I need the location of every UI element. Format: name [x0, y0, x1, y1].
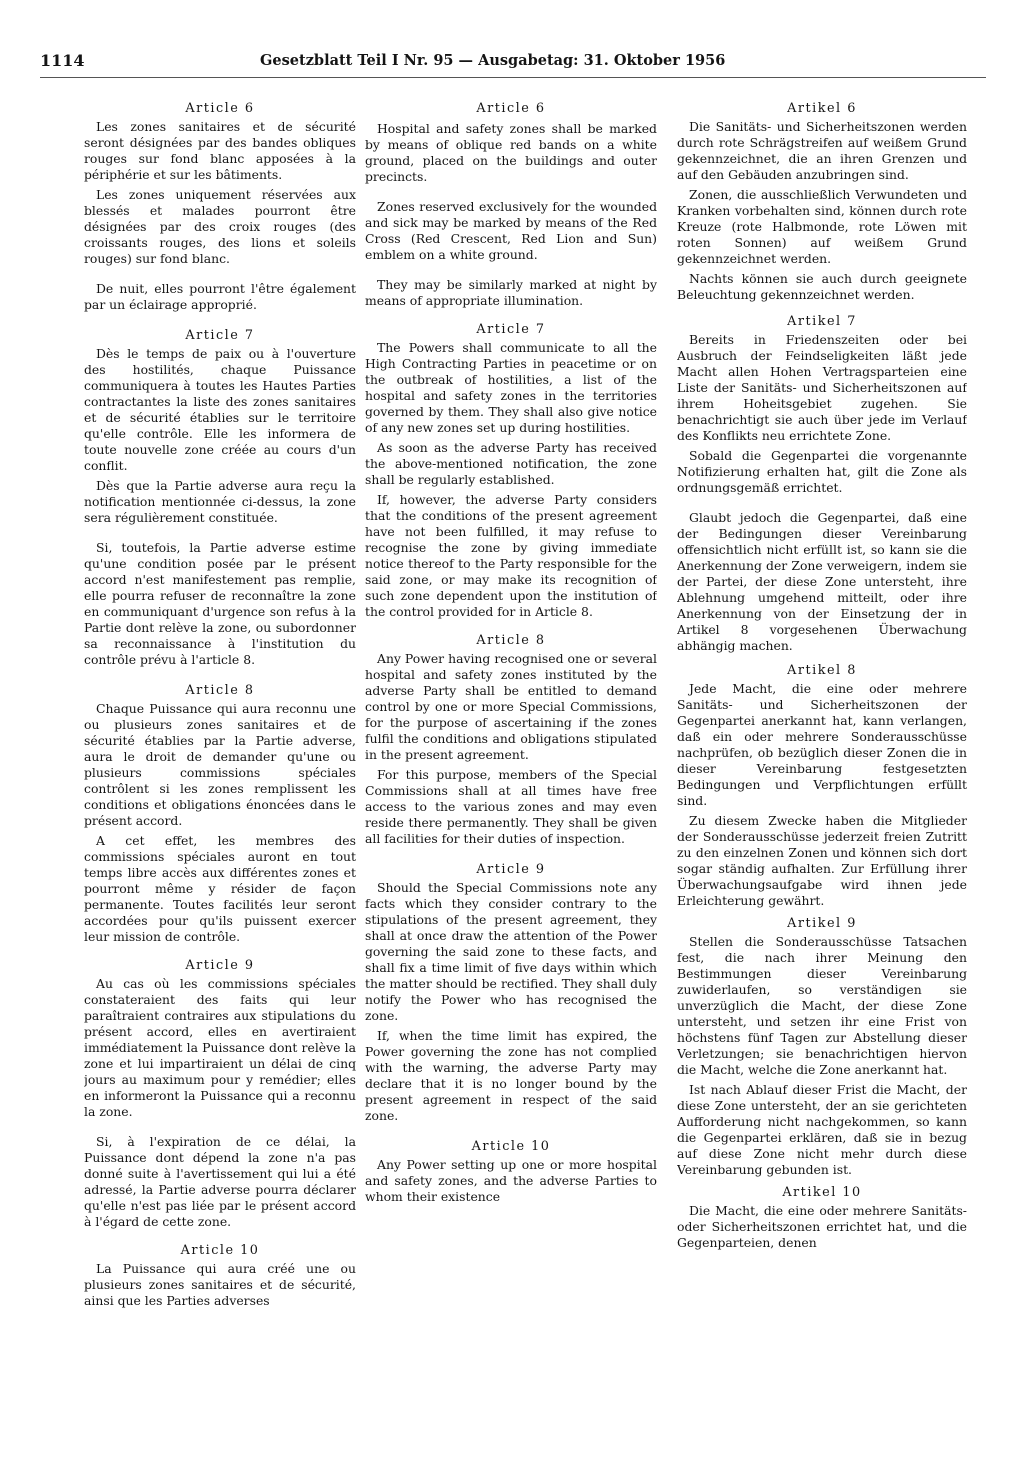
paragraph: They may be similarly marked at night by means of appropriate illumination. [365, 277, 657, 308]
paragraph: Stellen die Sonderausschüsse Tatsachen fest, die nach ihrer Meinung den Bestimmungen dieser Vereinbarung zuwiderlaufen, so verständigen sie unverzüglich die Macht, der diese Zone untersteht, und setzen ihr eine Frist von höchstens fünf Tagen zur Abstellung dieser Verletzungen; sie benachrichtigen hiervon die Macht, welche die Zone anerkannt hat. [677, 934, 967, 1077]
article-heading: Article 7 [476, 322, 546, 337]
paragraph: Nachts können sie auch durch geeignete Beleuchtung gekennzeichnet werden. [677, 271, 967, 302]
german-text-column [677, 100, 967, 1435]
paragraph: La Puissance qui aura créé une ou plusieurs zones sanitaires et de sécurité, ainsi que les Parties adverses [84, 1261, 356, 1308]
paragraph: De nuit, elles pourront l'être également par un éclairage approprié. [84, 281, 356, 312]
paragraph: Zones reserved exclusively for the wounded and sick may be marked by means of the Red Cross (Red Crescent, Red Lion and Sun) emblem on a white ground. [365, 199, 657, 262]
article-heading: Artikel 6 [787, 101, 857, 116]
paragraph: Sobald die Gegenpartei die vorgenannte Notifizierung erhalten hat, gilt die Zone als ordnungsgemäß errichtet. [677, 448, 967, 495]
french-text-column [84, 100, 356, 1435]
article-heading: Article 10 [180, 1243, 260, 1258]
paragraph: Jede Macht, die eine oder mehrere Sanitäts- und Sicherheitszonen der Gegenpartei anerkannt hat, kann verlangen, daß ein oder mehrere Sonderausschüsse nachprüfen, ob bezüglich dieser Zonen die in dieser Vereinbarung festgesetzten Bedingungen und Verpflichtungen erfüllt sind. [677, 681, 967, 808]
paragraph: If, however, the adverse Party considers that the conditions of the present agreement have not been fulfilled, it may refuse to recognise the zone by giving immediate notice thereof to the Party responsible for the said zone, or may make its recognition of such zone dependent upon the institution of the control provided for in Article 8. [365, 492, 657, 619]
paragraph: Any Power setting up one or more hospital and safety zones, and the adverse Parties to whom their existence [365, 1157, 657, 1204]
paragraph: Zonen, die ausschließlich Verwundeten und Kranken vorbehalten sind, können durch rote Kreuze (rote Halbmonde, rote Löwen mit roten Sonnen) auf weißem Grund gekennzeichnet werden. [677, 187, 967, 266]
paragraph: Any Power having recognised one or several hospital and safety zones instituted by the adverse Party shall be entitled to demand control by one or more Special Commissions, for the purpose of ascertaining if the zones fulfil the conditions and obligations stipulated in the present agreement. [365, 651, 657, 762]
paragraph: If, when the time limit has expired, the Power governing the zone has not complied with the warning, the adverse Party may declare that it is no longer bound by the present agreement in respect of the said zone. [365, 1028, 657, 1123]
paragraph: Hospital and safety zones shall be marked by means of oblique red bands on a white ground, placed on the buildings and outer precincts. [365, 121, 657, 184]
article-heading: Artikel 8 [787, 663, 857, 678]
paragraph: The Powers shall communicate to all the High Contracting Parties in peacetime or on the outbreak of hostilities, a list of the hospital and safety zones in the territories governed by them. They shall also give notice of any new zones set up during hostilities. [365, 340, 657, 435]
page-number: 1114 [40, 51, 85, 70]
paragraph: Dès le temps de paix ou à l'ouverture des hostilités, chaque Puissance communiquera à toutes les Hautes Parties contractantes la liste des zones sanitaires et de sécurité établies sur le territoire qu'elle contrôle. Elle les informera de toute nouvelle zone créée au cours d'un conflit. [84, 346, 356, 473]
english-text-column [365, 100, 657, 1435]
article-heading: Article 6 [185, 101, 255, 116]
paragraph: Si, toutefois, la Partie adverse estime qu'une condition posée par le présent accord n'est manifestement pas remplie, elle pourra refuser de reconnaître la zone en communiquant d'urgence son refus à la Partie dont relève la zone, ou subordonner sa reconnaissance à l'institution du contrôle prévu à l'article 8. [84, 540, 356, 667]
article-heading: Article 10 [471, 1139, 551, 1154]
article-heading: Article 9 [476, 862, 546, 877]
article-heading: Artikel 10 [782, 1185, 862, 1200]
paragraph: Chaque Puissance qui aura reconnu une ou plusieurs zones sanitaires et de sécurité établies par la Partie adverse, aura le droit de demander qu'une ou plusieurs commissions spéciales contrôlent si les zones remplissent les conditions et obligations énoncées dans le présent accord. [84, 701, 356, 828]
paragraph: Au cas où les commissions spéciales constateraient des faits qui leur paraîtraient contraires aux stipulations du présent accord, elles en avertiraient immédiatement la Puissance dont relève la zone et lui impartiraient un délai de cinq jours au maximum pour y remédier; elles en informeront la Puissance qui a reconnu la zone. [84, 976, 356, 1119]
gazette-title: Gesetzblatt Teil I Nr. 95 — Ausgabetag: 31. Oktober 1956 [260, 52, 726, 69]
article-heading: Artikel 7 [787, 314, 857, 329]
paragraph: Glaubt jedoch die Gegenpartei, daß eine der Bedingungen dieser Vereinbarung offensichtlich nicht erfüllt ist, so kann sie die Anerkennung der Zone verweigern, indem sie der Partei, der diese Zone untersteht, ihre Ablehnung umgehend mitteilt, oder ihre Anerkennung von der Einsetzung der in Artikel 8 vorgesehenen Überwachung abhängig machen. [677, 510, 967, 653]
article-heading: Artikel 9 [787, 916, 857, 931]
paragraph: For this purpose, members of the Special Commissions shall at all times have free access to the various zones and may even reside there permanently. They shall be given all facilities for their duties of inspection. [365, 767, 657, 846]
article-heading: Article 6 [476, 101, 546, 116]
article-heading: Article 8 [476, 633, 546, 648]
paragraph: Les zones sanitaires et de sécurité seront désignées par des bandes obliques rouges sur fond blanc apposées à la périphérie et sur les bâtiments. [84, 119, 356, 182]
paragraph: Die Sanitäts- und Sicherheitszonen werden durch rote Schrägstreifen auf weißem Grund gekennzeichnet, die an ihren Grenzen und auf den Gebäuden anzubringen sind. [677, 119, 967, 182]
paragraph: A cet effet, les membres des commissions spéciales auront en tout temps libre accès aux différentes zones et pourront même y résider de façon permanente. Toutes facilités leur seront accordées pour qu'ils puissent exercer leur mission de contrôle. [84, 833, 356, 944]
paragraph: Should the Special Commissions note any facts which they consider contrary to the stipulations of the present agreement, they shall at once draw the attention of the Power governing the said zone to these facts, and shall fix a time limit of five days within which the matter should be rectified. They shall duly notify the Power who has recognised the zone. [365, 880, 657, 1023]
paragraph: As soon as the adverse Party has received the above-mentioned notification, the zone shall be regularly established. [365, 440, 657, 487]
paragraph: Ist nach Ablauf dieser Frist die Macht, der diese Zone untersteht, der an sie gerichteten Aufforderung nicht nachgekommen, so kann die Gegenpartei erklären, daß sie in bezug auf diese Zone nicht mehr durch diese Vereinbarung gebunden ist. [677, 1082, 967, 1177]
paragraph: Zu diesem Zwecke haben die Mitglieder der Sonderausschüsse jederzeit freien Zutritt zu den einzelnen Zonen und können sich dort sogar ständig aufhalten. Zur Erfüllung ihrer Überwachungsaufgabe wird ihnen jede Erleichterung gewährt. [677, 813, 967, 908]
paragraph: Bereits in Friedenszeiten oder bei Ausbruch der Feindseligkeiten läßt jede Macht allen Hohen Vertragsparteien eine Liste der Sanitäts- und Sicherheitszonen auf ihrem Hoheitsgebiet zugehen. Sie benachrichtigt sie auch über jede im Verlauf des Konflikts neu errichtete Zone. [677, 332, 967, 443]
paragraph: Si, à l'expiration de ce délai, la Puissance dont dépend la zone n'a pas donné suite à l'avertissement qui lui a été adressé, la Partie adverse pourra déclarer qu'elle n'est pas liée par le présent accord à l'égard de cette zone. [84, 1134, 356, 1229]
paragraph: Les zones uniquement réservées aux blessés et malades pourront être désignées par des croix rouges (des croissants rouges, des lions et soleils rouges) sur fond blanc. [84, 187, 356, 266]
paragraph: Die Macht, die eine oder mehrere Sanitäts- oder Sicherheitszonen errichtet hat, und die Gegenparteien, denen [677, 1203, 967, 1250]
header-rule [40, 77, 986, 78]
paragraph: Dès que la Partie adverse aura reçu la notification mentionnée ci-dessus, la zone sera régulièrement constituée. [84, 478, 356, 525]
article-heading: Article 7 [185, 328, 255, 343]
article-heading: Article 8 [185, 683, 255, 698]
article-heading: Article 9 [185, 958, 255, 973]
page-header [40, 51, 990, 77]
